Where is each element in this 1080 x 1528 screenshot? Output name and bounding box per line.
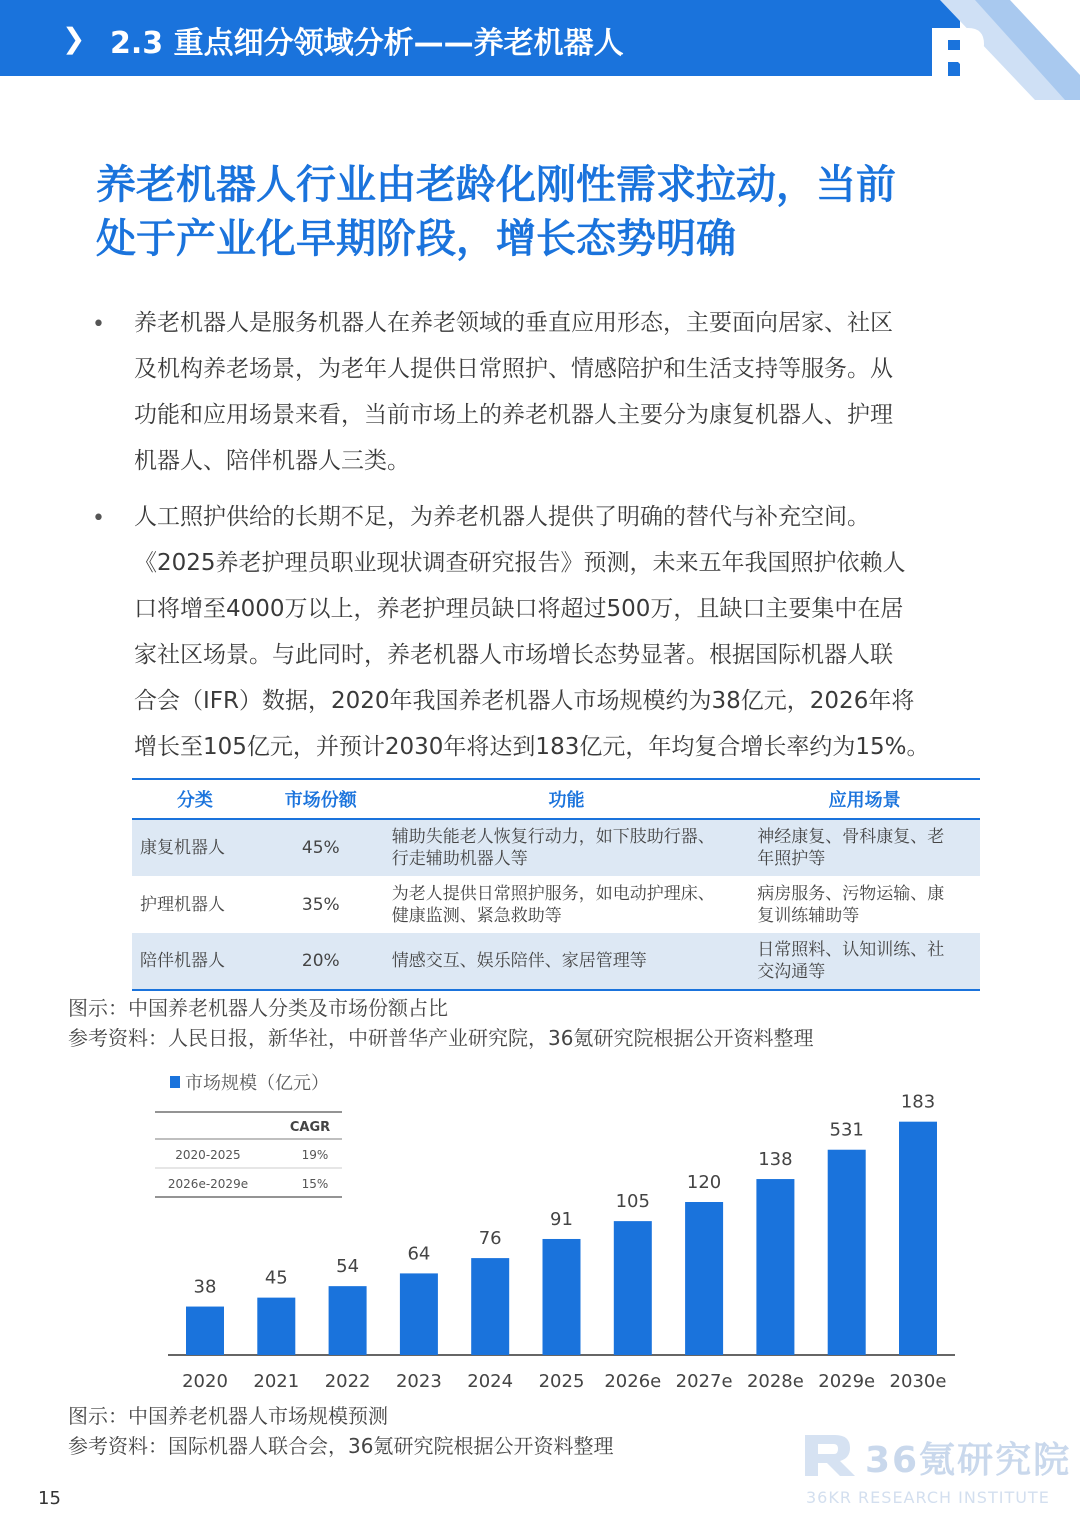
data-label: 64 [407,1243,431,1265]
table-row [132,933,980,990]
chart-caption: 图示：中国养老机器人市场规模预测 [68,1404,388,1428]
table-source: 参考资料：人民日报，新华社，中研普华产业研究院，36氪研究院根据公开资料整理 [68,1026,814,1050]
paragraph-line: 家社区场景。与此同时，养老机器人市场增长态势显著。根据国际机器人联 [134,642,893,668]
bar-2022 [329,1286,367,1355]
chevron-right-icon: ❯ [62,22,86,55]
bars-group [182,1092,946,1392]
x-tick-label: 2025 [538,1371,585,1392]
x-tick-label: 2022 [324,1371,371,1392]
section-title: 2.3 重点细分领域分析——养老机器人 [110,26,624,61]
bar-2028e [756,1179,794,1355]
cell-line: 行走辅助机器人等 [391,849,528,869]
scene-cell [749,933,980,990]
bar-2020 [186,1307,224,1355]
bar-2021 [257,1298,295,1355]
cell-line: 病房服务、污物运输、康 [757,883,945,904]
paragraph-line: 口将增至4000万以上，养老护理员缺口将超过500万，且缺口主要集中在居 [134,596,904,622]
cagr-value: 15% [301,1177,329,1191]
bar-2025 [543,1239,581,1355]
cagr-header: CAGR [289,1120,331,1135]
category-cell: 康复机器人 [132,819,258,876]
x-tick-label: 2030e [889,1371,947,1392]
function-cell [384,876,750,933]
category-cell: 陪伴机器人 [132,933,258,990]
x-tick-label: 2029e [818,1371,876,1392]
headline-line: 养老机器人行业由老龄化刚性需求拉动，当前 [96,162,896,208]
bullet-paragraph-1 [134,300,994,484]
legend-swatch [170,1076,180,1088]
table-header-row [132,779,980,819]
bar-2024 [471,1258,509,1355]
paragraph-line: 合会（IFR）数据，2020年我国养老机器人市场规模约为38亿元，2026年将 [134,688,915,714]
category-cell: 护理机器人 [140,894,225,915]
table-row [132,876,980,933]
function-cell [384,819,750,876]
cagr-period: 2026e-2029e [167,1177,249,1191]
legend [170,1073,329,1094]
data-label: 120 [686,1172,722,1193]
paragraph-line: 功能和应用场景来看，当前市场上的养老机器人主要分为康复机器人、护理 [134,402,893,428]
data-label: 183 [900,1091,936,1113]
cell-line: 年照护等 [757,849,826,869]
share-cell: 20% [258,933,384,990]
paragraph-line: 养老机器人是服务机器人在养老领域的垂直应用形态，主要面向居家、社区 [134,310,893,336]
legend-label: 市场规模（亿元） [185,1073,329,1094]
page-headline [96,158,996,266]
cagr-period: 2020-2025 [175,1148,241,1162]
classification-table [132,778,980,991]
cell-line: 神经康复、骨科康复、老 [757,827,945,847]
x-tick-label: 2028e [746,1371,804,1392]
data-label: 54 [336,1256,360,1278]
cell-line: 交沟通等 [757,962,826,982]
paragraph-line: 人工照护供给的长期不足，为养老机器人提供了明确的替代与补充空间。 [134,504,870,530]
data-label: 76 [478,1228,502,1250]
share-cell: 45% [258,819,384,876]
data-label: 38 [193,1276,217,1298]
page-number: 15 [38,1488,61,1509]
x-tick-label: 2024 [467,1371,514,1392]
data-label: 45 [264,1267,288,1289]
column-header: 应用场景 [749,779,980,819]
x-tick-label: 2020 [182,1371,228,1392]
bullet-dot-icon: • [92,506,105,531]
bullet-paragraph-2 [134,494,994,770]
bar-2026e [614,1221,652,1355]
column-header: 市场份额 [258,779,384,819]
watermark-name: 36氪研究院 [865,1440,1072,1481]
chart-source: 参考资料：国际机器人联合会，36氪研究院根据公开资料整理 [68,1434,614,1458]
x-tick-label: 2021 [253,1371,300,1392]
market-size-chart [150,1060,970,1400]
cell-line: 为老人提供日常照护服务，如电动护理床、 [391,883,715,904]
bar-2029e [828,1150,866,1355]
data-label: 91 [550,1208,573,1230]
data-label: 138 [758,1149,793,1171]
column-header: 分类 [132,779,258,819]
share-cell: 35% [301,894,340,915]
paragraph-line: 及机构养老场景，为老年人提供日常照护、情感陪护和生活支持等服务。从 [134,356,893,382]
function-cell [384,933,750,990]
bullet-dot-icon: • [92,312,105,337]
paragraph-line: 《2025养老护理员职业现状调查研究报告》预测，未来五年我国照护依赖人 [134,550,906,576]
cagr-value: 19% [301,1148,329,1162]
watermark-logo [800,1430,860,1480]
paragraph-line: 机器人、陪伴机器人三类。 [134,448,410,474]
column-header: 功能 [384,779,750,819]
data-label: 105 [615,1191,650,1213]
x-tick-label: 2026e [604,1371,662,1392]
cell-line: 情感交互、娱乐陪伴、家居管理等 [391,951,647,971]
bar-2027e [685,1202,723,1355]
headline-line: 处于产业化早期阶段，增长态势明确 [96,216,736,262]
cell-line: 复训练辅助等 [757,905,860,926]
bar-2023 [400,1273,438,1355]
paragraph-line: 增长至105亿元，并预计2030年将达到183亿元，年均复合增长率约为15%。 [134,734,930,760]
bar-2030e [899,1122,937,1355]
scene-cell [749,819,980,876]
table-caption: 图示：中国养老机器人分类及市场份额占比 [68,996,448,1020]
scene-cell [749,876,980,933]
cagr-table [155,1112,342,1197]
brand-logo [880,0,1080,100]
cell-line: 辅助失能老人恢复行动力，如下肢助行器、 [391,827,715,847]
x-tick-label: 2023 [395,1371,442,1392]
cell-line: 日常照料、认知训练、社 [757,940,945,960]
data-label: 531 [829,1119,864,1141]
cell-line: 健康监测、紧急救助等 [391,905,562,926]
watermark-subtitle: 36KR RESEARCH INSTITUTE [806,1488,1050,1507]
x-tick-label: 2027e [675,1371,733,1392]
table-row [132,819,980,876]
